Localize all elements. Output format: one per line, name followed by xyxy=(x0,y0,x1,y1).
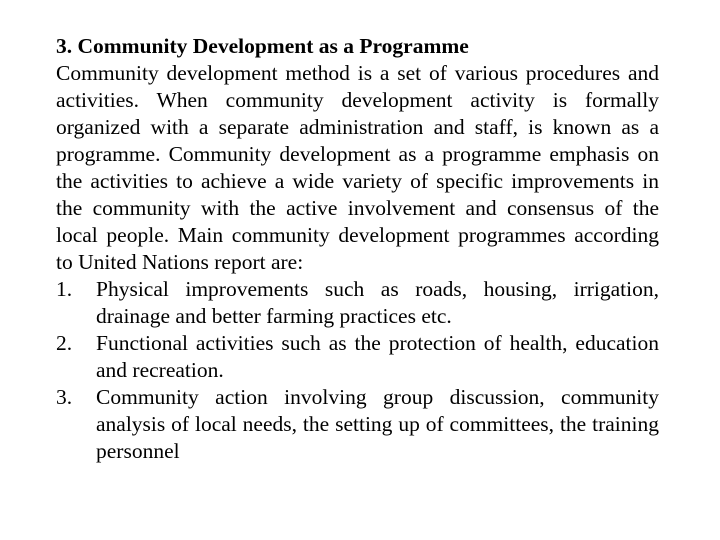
list-item xyxy=(56,384,659,465)
intro-paragraph: Community development method is a set of various procedures and activities. When community development activity is formally organized with a separate administration and staff, is known as a programme. Community development as a programme emphasis on the activities to achieve a wide variety of specific improvements in the community with the active involvement and consensus of the local people. Main community development programmes according to United Nations report are: xyxy=(56,61,659,274)
list-item-text: Physical improvements such as roads, housing, irrigation, drainage and better farming practices etc. xyxy=(96,277,659,328)
list-item xyxy=(56,276,659,330)
list-item-number: 2. xyxy=(56,331,73,355)
section-heading: 3. Community Development as a Programme xyxy=(56,34,469,58)
list-item-text: Community action involving group discussion, community analysis of local needs, the setting up of committees, the training personnel xyxy=(96,385,659,463)
list-item xyxy=(56,330,659,384)
programme-list xyxy=(56,276,659,465)
list-item-number: 1. xyxy=(56,277,73,301)
list-item-number: 3. xyxy=(56,385,73,409)
document-body xyxy=(56,33,659,465)
list-item-text: Functional activities such as the protection of health, education and recreation. xyxy=(96,331,659,382)
